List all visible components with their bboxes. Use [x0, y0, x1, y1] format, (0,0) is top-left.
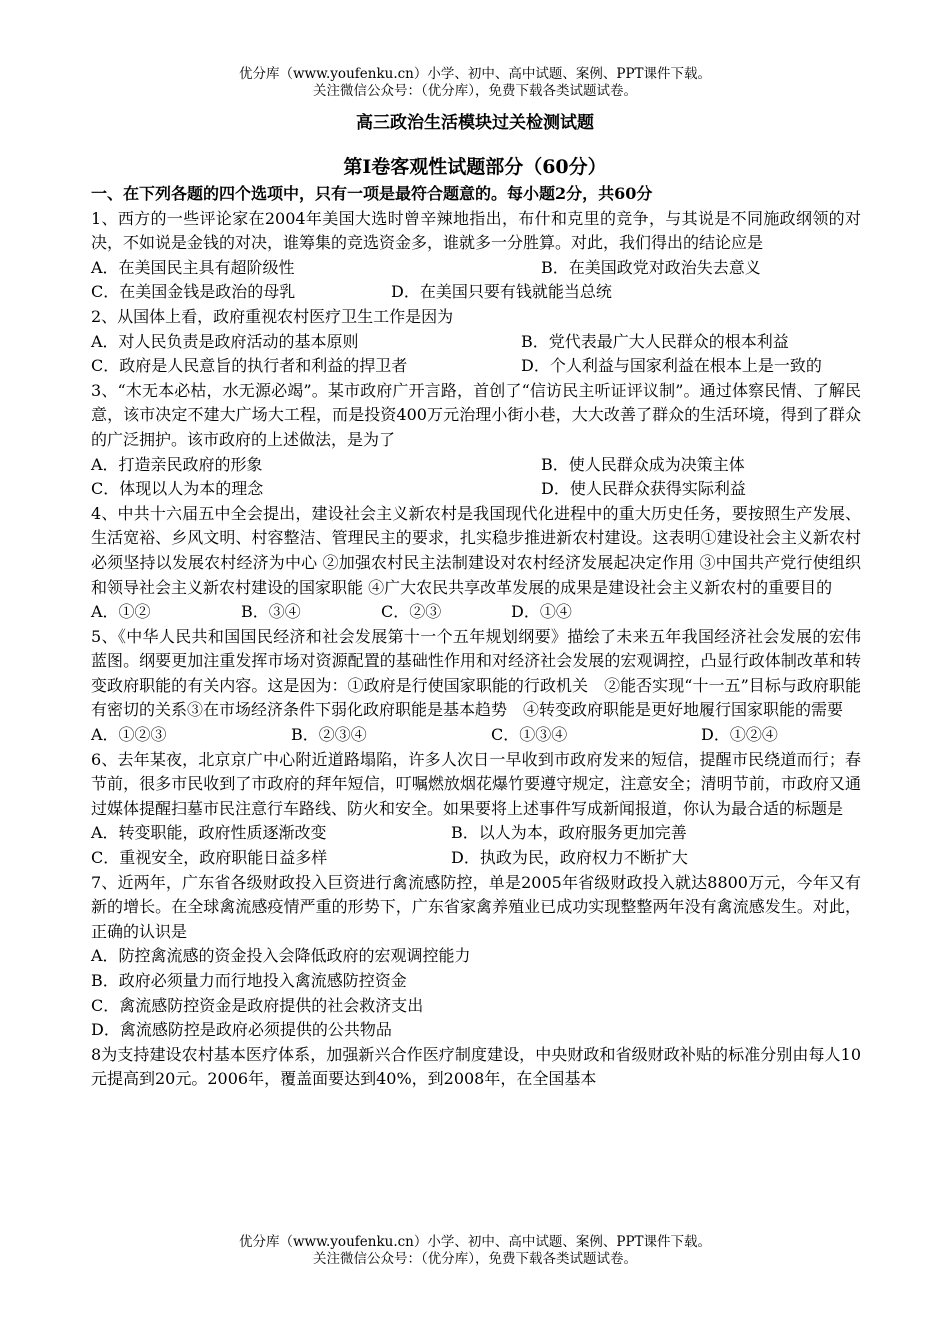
q4-option-b: B．③④ — [241, 602, 301, 622]
question-3-options-row-1 — [91, 453, 861, 478]
q1-option-b: B．在美国政党对政治失去意义 — [541, 257, 761, 277]
site-footer — [0, 1234, 950, 1268]
question-1-stem: 1、西方的一些评论家在2004年美国大选时曾辛辣地指出，布什和克里的竞争，与其说是不同施政纲领的对决，不如说是金钱的对决，谁筹集的竞选资金多，谁就多一分胜算。对此，我们得出的结论应是 — [91, 208, 861, 253]
header-line-2: 关注微信公众号：（优分库），免费下载各类试题试卷。 — [313, 83, 637, 99]
q1-option-c: C．在美国金钱是政治的母乳 — [91, 282, 296, 302]
q3-option-b: B．使人民群众成为决策主体 — [541, 454, 745, 474]
header-line-1: 优分库（www.youfenku.cn）小学、初中、高中试题、案例、PPT课件下载。 — [238, 66, 712, 82]
question-4-stem: 4、中共十六届五中全会提出，建设社会主义新农村是我国现代化进程中的重大历史任务，要按照生产发展、生活宽裕、乡风文明、村容整洁、管理民主的要求，扎实稳步推进新农村建设。这表明①建设社会主义新农村必须坚持以发展农村经济为中心 ②加强农村民主法制建设对农村经济发展起决定作用 ③中国共产党行使组织和领导社会主义新农村建设的国家职能 ④广大农民共享改革发展的成果是建设社会主义新农村的重要目的 — [91, 503, 861, 597]
q5-option-d: D．①②④ — [701, 725, 778, 745]
q6-option-c: C．重视安全，政府职能日益多样 — [91, 848, 328, 868]
question-8-stem: 8为支持建设农村基本医疗体系，加强新兴合作医疗制度建设，中央财政和省级财政补贴的标准分别由每人10元提高到20元。2006年，覆盖面要达到40%，到2008年，在全国基本 — [91, 1044, 861, 1089]
question-5-options — [91, 723, 861, 748]
q3-option-a: A．打造亲民政府的形象 — [91, 454, 263, 474]
q3-option-d: D．使人民群众获得实际利益 — [541, 479, 746, 499]
question-body — [91, 186, 861, 1092]
question-4-options — [91, 600, 861, 625]
question-2-options-row-2 — [91, 354, 861, 379]
question-6-options-row-2 — [91, 846, 861, 871]
q7-option-b: B．政府必须量力而行地投入禽流感防控资金 — [91, 971, 407, 990]
question-1-options-row-2 — [91, 280, 861, 305]
q5-option-a: A．①②③ — [91, 725, 167, 745]
question-1-options-row-1 — [91, 256, 861, 281]
q5-option-c: C．①③④ — [491, 725, 568, 745]
q2-option-d: D．个人利益与国家利益在根本上是一致的 — [521, 356, 822, 376]
part-title: 第I卷客观性试题部分（60分） — [343, 156, 607, 178]
footer-line-1: 优分库（www.youfenku.cn）小学、初中、高中试题、案例、PPT课件下载。 — [238, 1234, 712, 1250]
question-5-stem: 5、《中华人民共和国国民经济和社会发展第十一个五年规划纲要》描绘了未来五年我国经济社会发展的宏伟蓝图。纲要更加注重发挥市场对资源配置的基础性作用和对经济社会发展的宏观调控，凸显行政体制改革和转变政府职能的有关内容。这是因为：①政府是行使国家职能的行政机关 ②能否实现“十一五”目标与政府职能有密切的关系③在市场经济条件下弱化政府职能是基本趋势 ④转变政府职能是更好地履行国家职能的需要 — [91, 626, 861, 720]
section-heading: 一、在下列各题的四个选项中，只有一项是最符合题意的。每小题2分，共60分 — [91, 184, 653, 203]
q7-option-c: C．禽流感防控资金是政府提供的社会救济支出 — [91, 995, 424, 1015]
q6-option-b: B．以人为本，政府服务更加完善 — [451, 823, 687, 843]
site-header — [0, 66, 950, 100]
q4-option-a: A．①② — [91, 602, 151, 622]
q4-option-d: D．①④ — [511, 602, 572, 622]
q7-option-d: D．禽流感防控是政府必须提供的公共物品 — [91, 1020, 392, 1040]
question-6-stem: 6、去年某夜，北京京广中心附近道路塌陷，许多人次日一早收到市政府发来的短信，提醒市民绕道而行；春节前，很多市民收到了市政府的拜年短信，叮嘱燃放烟花爆竹要遵守规定，注意安全；清明节前，市政府又通过媒体提醒扫墓市民注意行车路线、防火和安全。如果要将上述事件写成新闻报道，你认为最合适的标题是 — [91, 749, 861, 818]
question-7-stem: 7、近两年，广东省各级财政投入巨资进行禽流感防控，单是2005年省级财政投入就达8800万元，今年又有新的增长。在全球禽流感疫情严重的形势下，广东省家禽养殖业已成功实现整整两年没有禽流感发生。对此，正确的认识是 — [91, 872, 861, 941]
question-6-options-row-1 — [91, 821, 861, 846]
q2-option-b: B．党代表最广大人民群众的根本利益 — [521, 331, 789, 351]
q5-option-b: B．②③④ — [291, 725, 367, 745]
q1-option-a: A．在美国民主具有超阶级性 — [91, 257, 295, 277]
question-3-stem: 3、“木无本必枯，水无源必竭”。某市政府广开言路，首创了“信访民主听证评议制”。通过体察民情、了解民意，该市决定不建大广场大工程，而是投资400万元治理小街小巷，大大改善了群众的生活环境，得到了群众的广泛拥护。该市政府的上述做法，是为了 — [91, 380, 861, 449]
q2-option-c: C．政府是人民意旨的执行者和利益的捍卫者 — [91, 356, 408, 376]
q3-option-c: C．体现以人为本的理念 — [91, 479, 264, 499]
q2-option-a: A．对人民负责是政府活动的基本原则 — [91, 331, 359, 351]
question-2-stem: 2、从国体上看，政府重视农村医疗卫生工作是因为 — [91, 306, 454, 326]
document-title: 高三政治生活模块过关检测试题 — [356, 113, 594, 133]
q1-option-d: D．在美国只要有钱就能当总统 — [391, 282, 612, 302]
question-2-options-row-1 — [91, 330, 861, 355]
q4-option-c: C．②③ — [381, 602, 442, 622]
q6-option-d: D．执政为民，政府权力不断扩大 — [451, 848, 688, 868]
q6-option-a: A．转变职能，政府性质逐渐改变 — [91, 823, 327, 843]
q7-option-a: A．防控禽流感的资金投入会降低政府的宏观调控能力 — [91, 946, 471, 966]
question-3-options-row-2 — [91, 477, 861, 502]
footer-line-2: 关注微信公众号：（优分库），免费下载各类试题试卷。 — [313, 1251, 637, 1267]
